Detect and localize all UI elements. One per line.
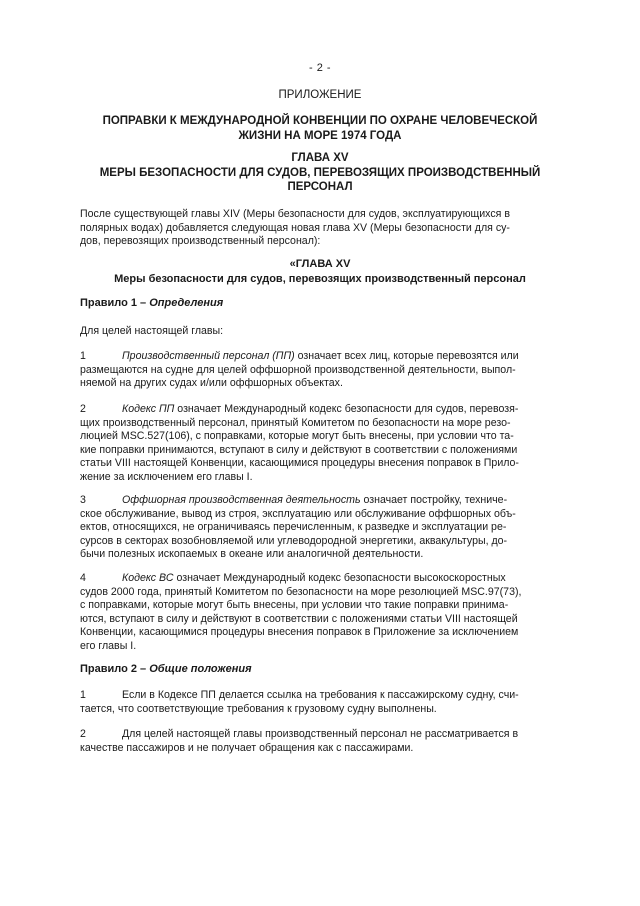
text-line: размещаются на судне для целей оффшорной производственной деятельности, выпол- xyxy=(80,363,516,376)
annex-heading: ПРИЛОЖЕНИЕ xyxy=(278,89,362,101)
text-fragment: Для целей настоящей главы производственный персонал не рассматривается в xyxy=(122,728,519,740)
text-line: После существующей главы XIV (Меры безопасности для судов, эксплуатирующихся в xyxy=(80,208,510,220)
new-chapter-title: Меры безопасности для судов, перевозящих производственный персонал xyxy=(114,272,526,285)
text-line: дов, перевозящих производственный персонал): xyxy=(80,235,321,248)
paragraph-number: 3 xyxy=(80,494,86,506)
text-line: его главы I. xyxy=(80,639,137,652)
text-line: сурсов в секторах возобновляемой или углеводородной энергетики, аквакультуры, до- xyxy=(80,534,508,547)
definition-2 xyxy=(80,403,560,485)
text-line xyxy=(80,403,560,417)
chapter-title-line: ПЕРСОНАЛ xyxy=(287,181,353,193)
text-line: статьи VIII настоящей Конвенции, касающимися процедуры внесения поправок в Прило- xyxy=(80,457,519,470)
text-fragment: Если в Кодексе ПП делается ссылка на требования к пассажирскому судну, счи- xyxy=(122,689,519,701)
definition-1 xyxy=(80,350,560,391)
definition-4 xyxy=(80,572,560,654)
text-line: щих производственный персонал, принятый Комитетом по безопасности на море резо- xyxy=(80,416,511,429)
general-provision-1 xyxy=(80,689,560,716)
new-chapter-number: «ГЛАВА XV xyxy=(289,258,351,270)
text-line: ектов, относящихся, не ограничиваясь перечисленным, к разведке и эксплуатации ре- xyxy=(80,521,507,534)
text-line: бычи полезных ископаемых в океане или аналогичной деятельности. xyxy=(80,548,424,561)
text-line: люцией MSC.527(106), с поправками, которые могут быть внесены, при условии что та- xyxy=(80,430,514,443)
paragraph-number: 4 xyxy=(80,572,86,584)
page-number: - 2 - xyxy=(308,62,332,74)
text-line: няемой на других судах и/или оффшорных объектах. xyxy=(80,377,343,390)
text-line: тается, что соответствующие требования к грузовому судну выполнены. xyxy=(80,702,437,715)
text-line: с поправками, которые могут быть внесены, при условии что такие поправки принима- xyxy=(80,599,509,612)
text-fragment: означает постройку, техниче- xyxy=(360,494,508,506)
definition-3 xyxy=(80,494,560,562)
defined-term: Кодекс ПП xyxy=(122,403,175,415)
text-line: полярных водах) добавляется следующая новая глава XV (Меры безопасности для су- xyxy=(80,221,510,234)
title-line: ПОПРАВКИ К МЕЖДУНАРОДНОЙ КОНВЕНЦИИ ПО ОХРАНЕ ЧЕЛОВЕЧЕСКОЙ xyxy=(102,115,538,127)
text-line: кие поправки принимаются, вступают в силу и действуют в соответствии с положениями xyxy=(80,443,518,456)
text-line: ются, вступают в силу и действуют в соответствии с положениями статьи VIII настоящей xyxy=(80,612,518,625)
rule-1-heading xyxy=(80,297,223,309)
paragraph-number: 1 xyxy=(80,350,86,362)
intro-paragraph xyxy=(80,208,560,249)
paragraph-number: 2 xyxy=(80,403,86,415)
text-line xyxy=(80,728,560,742)
text-line: судов 2000 года, принятый Комитетом по безопасности на море резолюцией MSC.97(73), xyxy=(80,585,522,598)
text-line: ское обслуживание, вывод из строя, эксплуатацию или обслуживание оффшорных объ- xyxy=(80,507,516,520)
text-line: жение за исключением его главы I. xyxy=(80,470,253,483)
chapter-heading xyxy=(80,151,560,195)
text-line xyxy=(80,350,560,364)
rule-label: Правило 1 – xyxy=(80,297,150,309)
paragraph-number: 2 xyxy=(80,728,86,740)
paragraph-number: 1 xyxy=(80,689,86,701)
text-line: Конвенции, касающимися процедуры внесения поправок в Приложение за исключением xyxy=(80,626,519,639)
text-fragment: означает всех лиц, которые перевозятся или xyxy=(294,350,519,362)
text-fragment: означает Международный кодекс безопасности для судов, перевозя- xyxy=(174,403,519,415)
text-line xyxy=(80,494,560,508)
text-line xyxy=(80,572,560,586)
general-provision-2 xyxy=(80,728,560,755)
text-fragment: означает Международный кодекс безопасности высокоскоростных xyxy=(173,572,506,584)
chapter-title-line: МЕРЫ БЕЗОПАСНОСТИ ДЛЯ СУДОВ, ПЕРЕВОЗЯЩИХ ПРОИЗВОДСТВЕННЫЙ xyxy=(99,166,541,179)
defined-term: Производственный персонал (ПП) xyxy=(122,350,295,362)
title-line: ЖИЗНИ НА МОРЕ 1974 ГОДА xyxy=(238,130,402,142)
defined-term: Оффшорная производственная деятельность xyxy=(122,494,361,506)
text-line: качестве пассажиров и не получает обращения как с пассажирами. xyxy=(80,741,414,754)
text-line xyxy=(80,689,560,703)
new-chapter-heading xyxy=(80,257,560,286)
document-title xyxy=(80,114,560,144)
rule-title: Определения xyxy=(149,297,224,309)
rule-2-heading xyxy=(80,663,252,675)
chapter-number: ГЛАВА XV xyxy=(291,152,349,164)
rule-title: Общие положения xyxy=(149,663,252,675)
rule-label: Правило 2 – xyxy=(80,663,150,675)
rule-1-intro: Для целей настоящей главы: xyxy=(80,325,224,337)
defined-term: Кодекс ВС xyxy=(122,572,174,584)
